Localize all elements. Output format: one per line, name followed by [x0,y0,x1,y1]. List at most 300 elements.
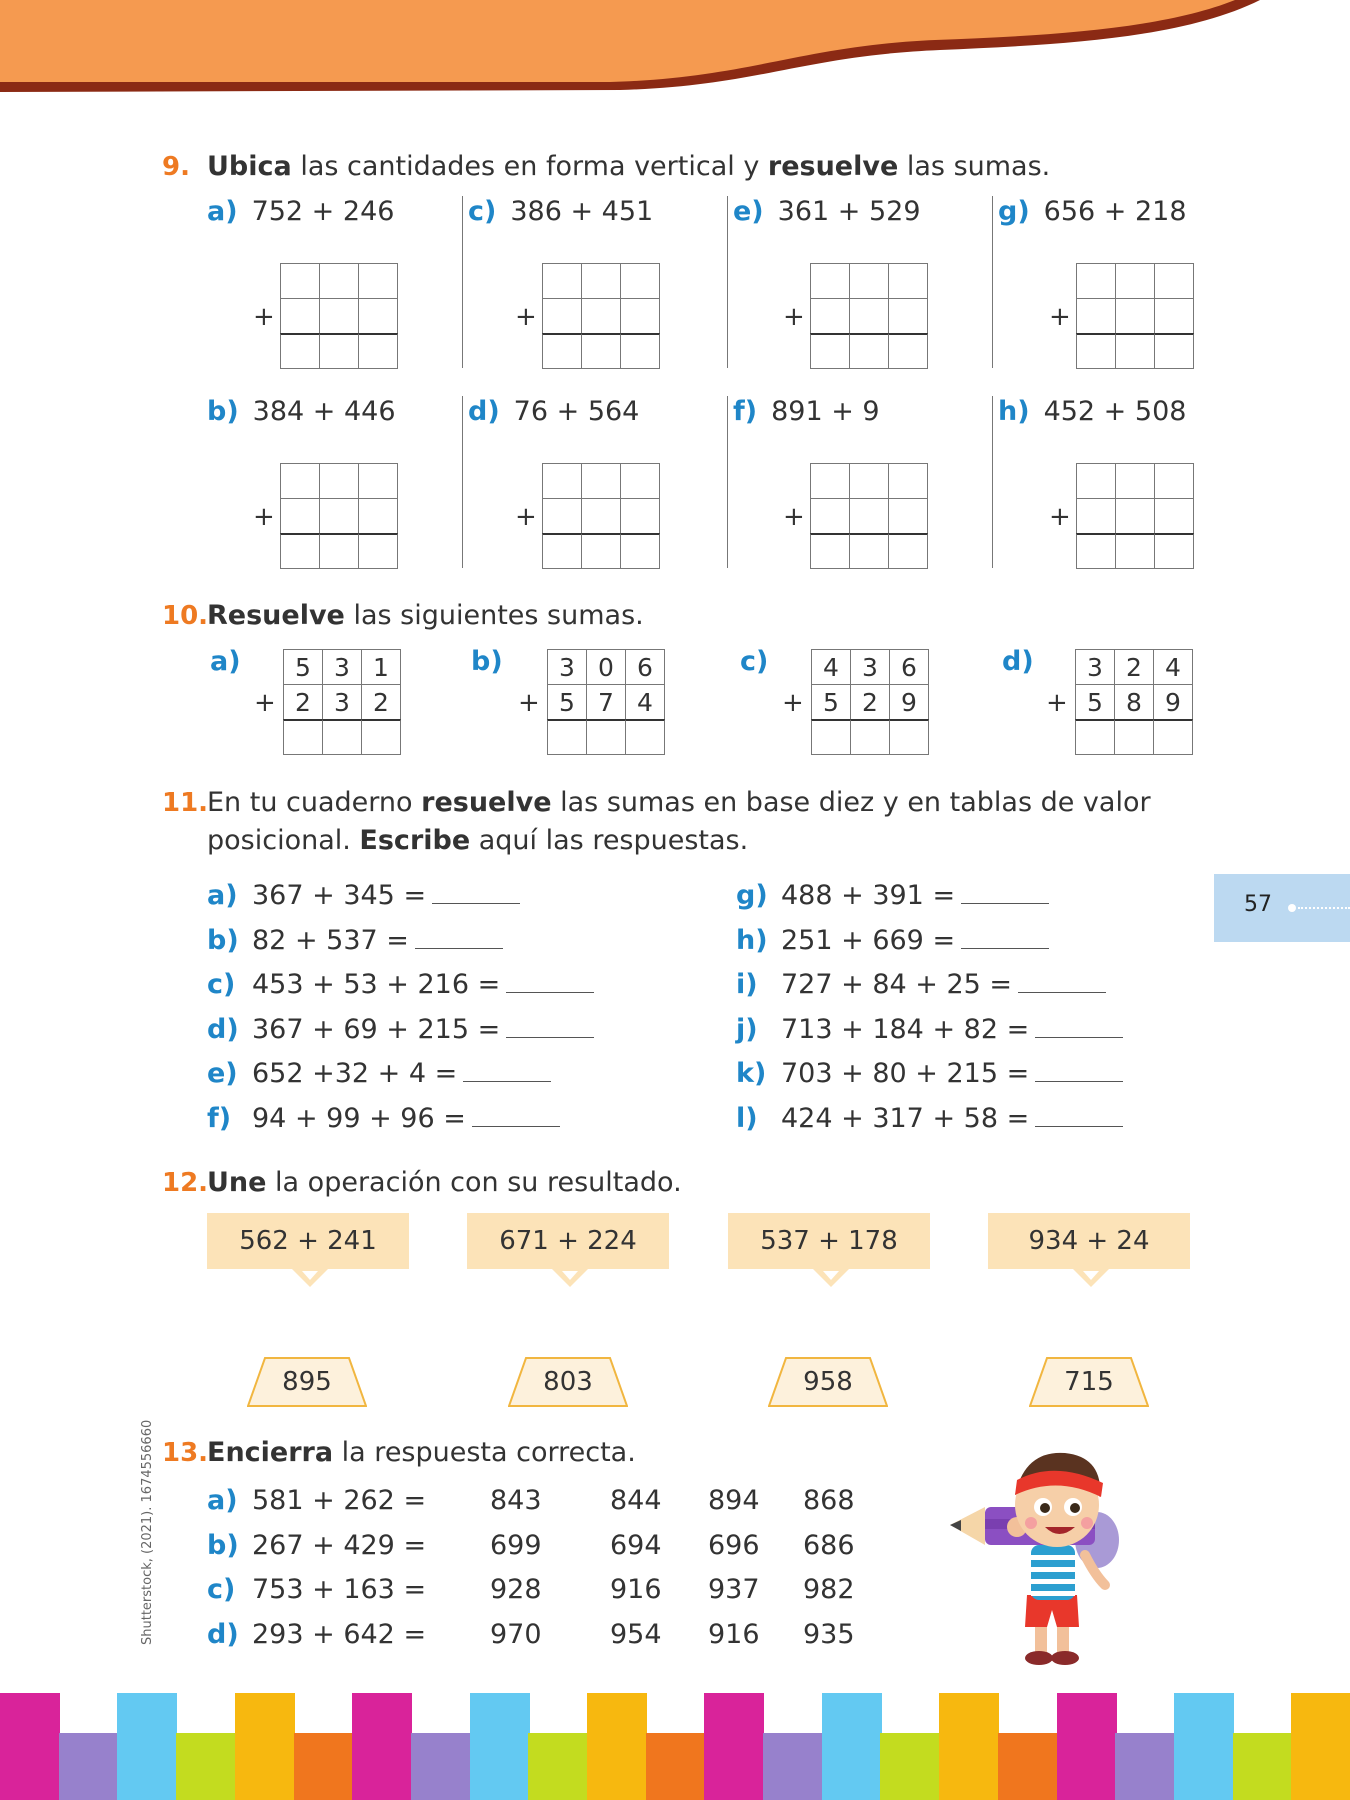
ex11-problem [736,1014,1123,1045]
ex9-plus-sign: + [515,302,537,332]
color-stripe [587,1693,647,1800]
column-divider [462,196,463,368]
color-stripe [235,1693,295,1800]
page-tab-dotted-line [1298,907,1350,909]
exercise-11-number: 11. [162,788,209,818]
ex11-answer-blank[interactable] [472,1106,560,1127]
ex9-problem [733,196,921,227]
ex13-answer-option[interactable]: 935 [803,1618,855,1650]
ex11-problem [736,969,1106,1000]
digit-cell: 4 [1153,649,1193,685]
color-stripe [117,1693,177,1800]
color-stripe [763,1733,823,1800]
answer-cell[interactable] [889,719,929,755]
digit-cell: 3 [850,649,890,685]
color-stripe [822,1693,882,1800]
ex9-plus-sign: + [1049,302,1071,332]
digit-cell: 5 [547,684,587,720]
color-stripe [0,1693,60,1800]
page-number-tab [1214,874,1350,942]
exercise-12-number: 12. [162,1168,209,1198]
ex9-answer-grid[interactable] [281,264,398,369]
ex9-item-label: c) [468,196,497,227]
ex12-pointer-triangle [292,1269,328,1287]
ex11-item-expression: 82 + 537 = [252,924,409,956]
exercise-13-number: 13. [162,1438,209,1468]
digit-cell: 3 [1075,649,1115,685]
ex9-plus-sign: + [253,502,275,532]
ex11-answer-blank[interactable] [415,928,503,949]
ex11-item-expression: 251 + 669 = [781,924,956,956]
grid-cell[interactable] [319,533,359,569]
grid-cell[interactable] [581,533,621,569]
ex10-addition-grid [1076,650,1193,755]
answer-cell[interactable] [1075,719,1115,755]
ex13-answer-option[interactable]: 937 [708,1574,760,1605]
exercise-9-number: 9. [162,152,190,182]
ex9-answer-grid[interactable] [281,464,398,569]
ex11-item-expression: 94 + 99 + 96 = [252,1102,466,1134]
grid-cell[interactable] [888,263,928,299]
ex9-item-label: h) [998,396,1030,427]
answer-cell[interactable] [283,719,323,755]
grid-cell[interactable] [1076,333,1116,369]
exercise-13-statement: Encierra la respuesta correcta. [207,1437,636,1468]
ex11-answer-blank[interactable] [1035,1061,1123,1082]
ex13-answer-option[interactable]: 696 [708,1529,760,1561]
page-tab-dot [1288,904,1296,912]
color-stripe [528,1733,588,1800]
ex12-operation-text: 671 + 224 [499,1226,637,1256]
column-divider [992,396,993,568]
digit-cell: 4 [625,684,665,720]
grid-cell[interactable] [542,498,582,534]
ex12-operation-box[interactable] [728,1213,930,1269]
ex9-item-expression: 384 + 446 [252,396,396,427]
ex10-plus-sign: + [1046,688,1068,718]
ex12-result-box[interactable] [768,1357,888,1407]
ex9-item-expression: 656 + 218 [1043,196,1187,227]
ex11-problem [207,880,520,911]
ex9-item-label: d) [468,396,500,427]
color-stripe [352,1693,412,1800]
grid-cell[interactable] [849,463,889,499]
grid-cell[interactable] [1076,498,1116,534]
ex13-answer-option[interactable]: 970 [490,1618,542,1650]
ex10-plus-sign: + [518,688,540,718]
exercise-11-statement-line1: En tu cuaderno resuelve las sumas en base diez y en tablas de valor [207,787,1151,818]
digit-cell: 2 [361,684,401,720]
ex13-answer-option[interactable]: 894 [708,1485,760,1516]
ex11-item-label: d) [207,1013,239,1045]
grid-cell[interactable] [542,298,582,334]
grid-cell[interactable] [620,498,660,534]
ex11-item-label: e) [207,1058,238,1089]
ex13-answer-option[interactable]: 916 [708,1618,760,1650]
ex11-problem [736,925,1049,956]
ex13-problem [207,1619,426,1650]
ex11-item-label: k) [736,1058,767,1089]
digit-cell: 5 [811,684,851,720]
grid-cell[interactable] [888,463,928,499]
grid-cell[interactable] [280,533,320,569]
ex12-operation-box[interactable] [207,1213,409,1269]
ex9-answer-grid[interactable] [543,264,660,369]
digit-cell: 6 [625,649,665,685]
ex11-item-expression: 453 + 53 + 216 = [252,969,501,1000]
grid-cell[interactable] [849,263,889,299]
ex9-plus-sign: + [783,502,805,532]
ex9-answer-grid[interactable] [811,464,928,569]
ex11-item-label: f) [207,1102,232,1134]
ex11-item-label: b) [207,924,239,956]
color-stripe [704,1693,764,1800]
ex12-operation-box[interactable] [988,1213,1190,1269]
grid-cell[interactable] [1154,498,1194,534]
grid-cell[interactable] [620,263,660,299]
boy-with-pencil-illustration [945,1435,1145,1670]
grid-cell[interactable] [542,263,582,299]
digit-cell: 6 [889,649,929,685]
ex13-item-label: d) [207,1618,239,1650]
grid-cell[interactable] [358,333,398,369]
ex13-answer-option[interactable]: 928 [490,1574,542,1605]
ex13-item-expression: 753 + 163 = [252,1574,427,1605]
grid-cell[interactable] [358,263,398,299]
ex10-plus-sign: + [254,688,276,718]
ex9-problem [207,396,396,427]
ex11-item-label: j) [736,1013,758,1045]
ex9-problem [998,196,1187,227]
color-stripe [1291,1693,1350,1800]
grid-cell[interactable] [319,498,359,534]
exercise-10-number: 10. [162,601,209,631]
digit-cell: 7 [586,684,626,720]
grid-cell[interactable] [581,498,621,534]
ex11-item-expression: 424 + 317 + 58 = [781,1102,1030,1134]
grid-cell[interactable] [319,333,359,369]
ex12-operation-box[interactable] [467,1213,669,1269]
grid-cell[interactable] [358,498,398,534]
ex11-answer-blank[interactable] [961,883,1049,904]
grid-cell[interactable] [542,463,582,499]
ex11-problem [736,1058,1123,1089]
ex13-item-label: b) [207,1529,239,1561]
ex9-item-expression: 752 + 246 [251,196,395,227]
ex12-pointer-triangle [1073,1269,1109,1287]
ex11-problem [207,1014,594,1045]
ex12-result-text: 958 [803,1367,853,1397]
grid-cell[interactable] [1154,263,1194,299]
grid-cell[interactable] [358,298,398,334]
ex13-problem [207,1574,426,1605]
grid-cell[interactable] [542,333,582,369]
grid-cell[interactable] [581,298,621,334]
grid-cell[interactable] [620,533,660,569]
color-stripe [646,1733,706,1800]
grid-cell[interactable] [358,533,398,569]
grid-cell[interactable] [1154,333,1194,369]
ex9-item-expression: 76 + 564 [513,396,640,427]
answer-cell[interactable] [322,719,362,755]
color-stripe [411,1733,471,1800]
grid-cell[interactable] [280,263,320,299]
digit-cell: 2 [1114,649,1154,685]
ex13-answer-option[interactable]: 954 [610,1618,662,1650]
ex9-answer-grid[interactable] [543,464,660,569]
grid-cell[interactable] [1076,298,1116,334]
grid-cell[interactable] [888,298,928,334]
page-number: 57 [1244,892,1272,917]
grid-cell[interactable] [888,533,928,569]
ex11-answer-blank[interactable] [1035,1017,1123,1038]
ex10-item-label: c) [740,646,769,677]
answer-cell[interactable] [850,719,890,755]
column-divider [727,196,728,368]
exercise-9-statement: Ubica las cantidades en forma vertical y resuelve las sumas. [207,151,1051,182]
color-stripe [176,1733,236,1800]
color-stripe [294,1733,354,1800]
grid-cell[interactable] [1115,463,1155,499]
ex13-item-label: a) [207,1485,238,1516]
ex11-item-label: i) [736,969,758,1000]
ex9-plus-sign: + [253,302,275,332]
grid-cell[interactable] [849,333,889,369]
grid-cell[interactable] [1115,533,1155,569]
grid-cell[interactable] [1076,533,1116,569]
grid-cell[interactable] [620,463,660,499]
digit-cell: 9 [1153,684,1193,720]
ex11-answer-blank[interactable] [1018,972,1106,993]
grid-cell[interactable] [581,463,621,499]
ex11-item-expression: 713 + 184 + 82 = [781,1013,1030,1045]
ex10-item-label: d) [1002,646,1034,677]
ex9-item-expression: 361 + 529 [777,196,921,227]
grid-cell[interactable] [1115,263,1155,299]
grid-cell[interactable] [280,498,320,534]
ex11-item-label: l) [736,1102,758,1134]
ex13-answer-option[interactable]: 686 [803,1529,855,1561]
color-stripe [1174,1693,1234,1800]
ex11-problem [207,969,594,1000]
ex11-problem [736,880,1049,911]
grid-cell[interactable] [810,498,850,534]
ex11-problem [207,925,503,956]
ex9-problem [998,396,1186,427]
grid-cell[interactable] [319,263,359,299]
grid-cell[interactable] [581,263,621,299]
column-divider [992,196,993,368]
grid-cell[interactable] [849,533,889,569]
ex9-item-expression: 891 + 9 [771,396,880,427]
ex11-answer-blank[interactable] [463,1061,551,1082]
ex13-item-expression: 267 + 429 = [252,1529,427,1561]
ex9-item-expression: 452 + 508 [1043,396,1187,427]
color-stripe [1233,1733,1293,1800]
digit-cell: 8 [1114,684,1154,720]
ex12-operation-text: 537 + 178 [760,1226,898,1256]
grid-cell[interactable] [1154,533,1194,569]
ex9-item-label: f) [733,396,758,427]
color-stripe [998,1733,1058,1800]
ex13-answer-option[interactable]: 868 [803,1485,855,1516]
ex10-item-label: a) [210,646,241,677]
exercise-12-statement: Une la operación con su resultado. [207,1167,682,1198]
color-stripe [939,1693,999,1800]
ex11-answer-blank[interactable] [506,1017,594,1038]
ex9-item-label: b) [207,396,239,427]
ex11-answer-blank[interactable] [961,928,1049,949]
grid-cell[interactable] [1115,298,1155,334]
grid-cell[interactable] [810,463,850,499]
ex9-problem [468,196,653,227]
ex10-item-label: b) [471,646,503,677]
ex10-addition-grid [812,650,929,755]
column-divider [462,396,463,568]
grid-cell[interactable] [888,333,928,369]
grid-cell[interactable] [1076,263,1116,299]
answer-cell[interactable] [625,719,665,755]
answer-cell[interactable] [811,719,851,755]
grid-cell[interactable] [810,298,850,334]
ex12-result-text: 715 [1064,1367,1114,1397]
grid-cell[interactable] [280,463,320,499]
grid-cell[interactable] [1115,333,1155,369]
ex13-answer-option[interactable]: 844 [610,1485,662,1516]
color-stripe [1057,1693,1117,1800]
ex9-problem [468,396,639,427]
grid-cell[interactable] [810,333,850,369]
grid-cell[interactable] [542,533,582,569]
answer-cell[interactable] [1114,719,1154,755]
digit-cell: 0 [586,649,626,685]
ex12-result-box[interactable] [508,1357,628,1407]
grid-cell[interactable] [849,298,889,334]
ex11-answer-blank[interactable] [432,883,520,904]
answer-cell[interactable] [586,719,626,755]
grid-cell[interactable] [1154,298,1194,334]
ex12-result-text: 895 [282,1367,332,1397]
ex11-problem [207,1058,551,1089]
digit-cell: 5 [1075,684,1115,720]
ex9-problem [733,396,880,427]
grid-cell[interactable] [620,333,660,369]
ex10-addition-grid [548,650,665,755]
ex13-answer-option[interactable]: 699 [490,1529,542,1561]
ex11-answer-blank[interactable] [506,972,594,993]
ex11-item-expression: 488 + 391 = [781,880,956,911]
digit-cell: 4 [811,649,851,685]
ex12-operation-text: 562 + 241 [239,1226,377,1256]
ex11-item-expression: 652 +32 + 4 = [252,1058,458,1089]
answer-cell[interactable] [547,719,587,755]
digit-cell: 2 [850,684,890,720]
ex12-operation-text: 934 + 24 [1028,1226,1150,1256]
digit-cell: 5 [283,649,323,685]
ex9-item-label: a) [207,196,238,227]
grid-cell[interactable] [1076,463,1116,499]
ex11-item-label: c) [207,969,236,1000]
ex11-item-label: a) [207,880,238,911]
ex9-answer-grid[interactable] [811,264,928,369]
grid-cell[interactable] [358,463,398,499]
ex9-item-label: e) [733,196,764,227]
ex13-problem [207,1530,426,1561]
grid-cell[interactable] [280,333,320,369]
digit-cell: 3 [322,649,362,685]
ex12-result-box[interactable] [1029,1357,1149,1407]
ex11-item-expression: 703 + 80 + 215 = [781,1058,1030,1089]
grid-cell[interactable] [810,533,850,569]
ex13-answer-option[interactable]: 982 [803,1574,855,1605]
ex9-plus-sign: + [783,302,805,332]
answer-cell[interactable] [1153,719,1193,755]
ex13-answer-option[interactable]: 694 [610,1529,662,1561]
ex12-result-box[interactable] [247,1357,367,1407]
grid-cell[interactable] [810,263,850,299]
ex12-pointer-triangle [813,1269,849,1287]
digit-cell: 1 [361,649,401,685]
ex13-item-expression: 293 + 642 = [252,1618,427,1650]
grid-cell[interactable] [1154,463,1194,499]
grid-cell[interactable] [849,498,889,534]
exercise-10-statement: Resuelve las siguientes sumas. [207,600,644,631]
digit-cell: 3 [322,684,362,720]
grid-cell[interactable] [620,298,660,334]
color-stripe [880,1733,940,1800]
ex11-item-label: h) [736,924,768,956]
ex9-item-expression: 386 + 451 [510,196,654,227]
ex9-problem [207,196,394,227]
ex13-item-expression: 581 + 262 = [252,1485,427,1516]
color-stripe [470,1693,530,1800]
grid-cell[interactable] [319,298,359,334]
grid-cell[interactable] [1115,498,1155,534]
ex12-pointer-triangle [552,1269,588,1287]
grid-cell[interactable] [888,498,928,534]
color-stripe [1115,1733,1175,1800]
ex11-item-expression: 367 + 69 + 215 = [252,1013,501,1045]
ex11-item-expression: 367 + 345 = [252,880,427,911]
grid-cell[interactable] [319,463,359,499]
digit-cell: 9 [889,684,929,720]
header-banner [0,0,1350,100]
ex11-answer-blank[interactable] [1035,1106,1123,1127]
ex13-problem [207,1485,426,1516]
grid-cell[interactable] [280,298,320,334]
color-stripe [59,1733,119,1800]
ex11-item-label: g) [736,880,768,911]
ex13-answer-option[interactable]: 843 [490,1485,542,1516]
image-credit: Shutterstock, (2021). 1674556660 [140,1419,155,1645]
grid-cell[interactable] [581,333,621,369]
digit-cell: 3 [547,649,587,685]
ex9-answer-grid[interactable] [1077,264,1194,369]
ex13-item-label: c) [207,1574,236,1605]
ex11-problem [736,1103,1123,1134]
ex10-addition-grid [284,650,401,755]
ex12-result-text: 803 [543,1367,593,1397]
ex9-plus-sign: + [1049,502,1071,532]
answer-cell[interactable] [361,719,401,755]
column-divider [727,396,728,568]
ex10-plus-sign: + [782,688,804,718]
ex9-plus-sign: + [515,502,537,532]
ex9-item-label: g) [998,196,1030,227]
ex13-answer-option[interactable]: 916 [610,1574,662,1605]
ex11-item-expression: 727 + 84 + 25 = [781,969,1013,1000]
ex9-answer-grid[interactable] [1077,464,1194,569]
